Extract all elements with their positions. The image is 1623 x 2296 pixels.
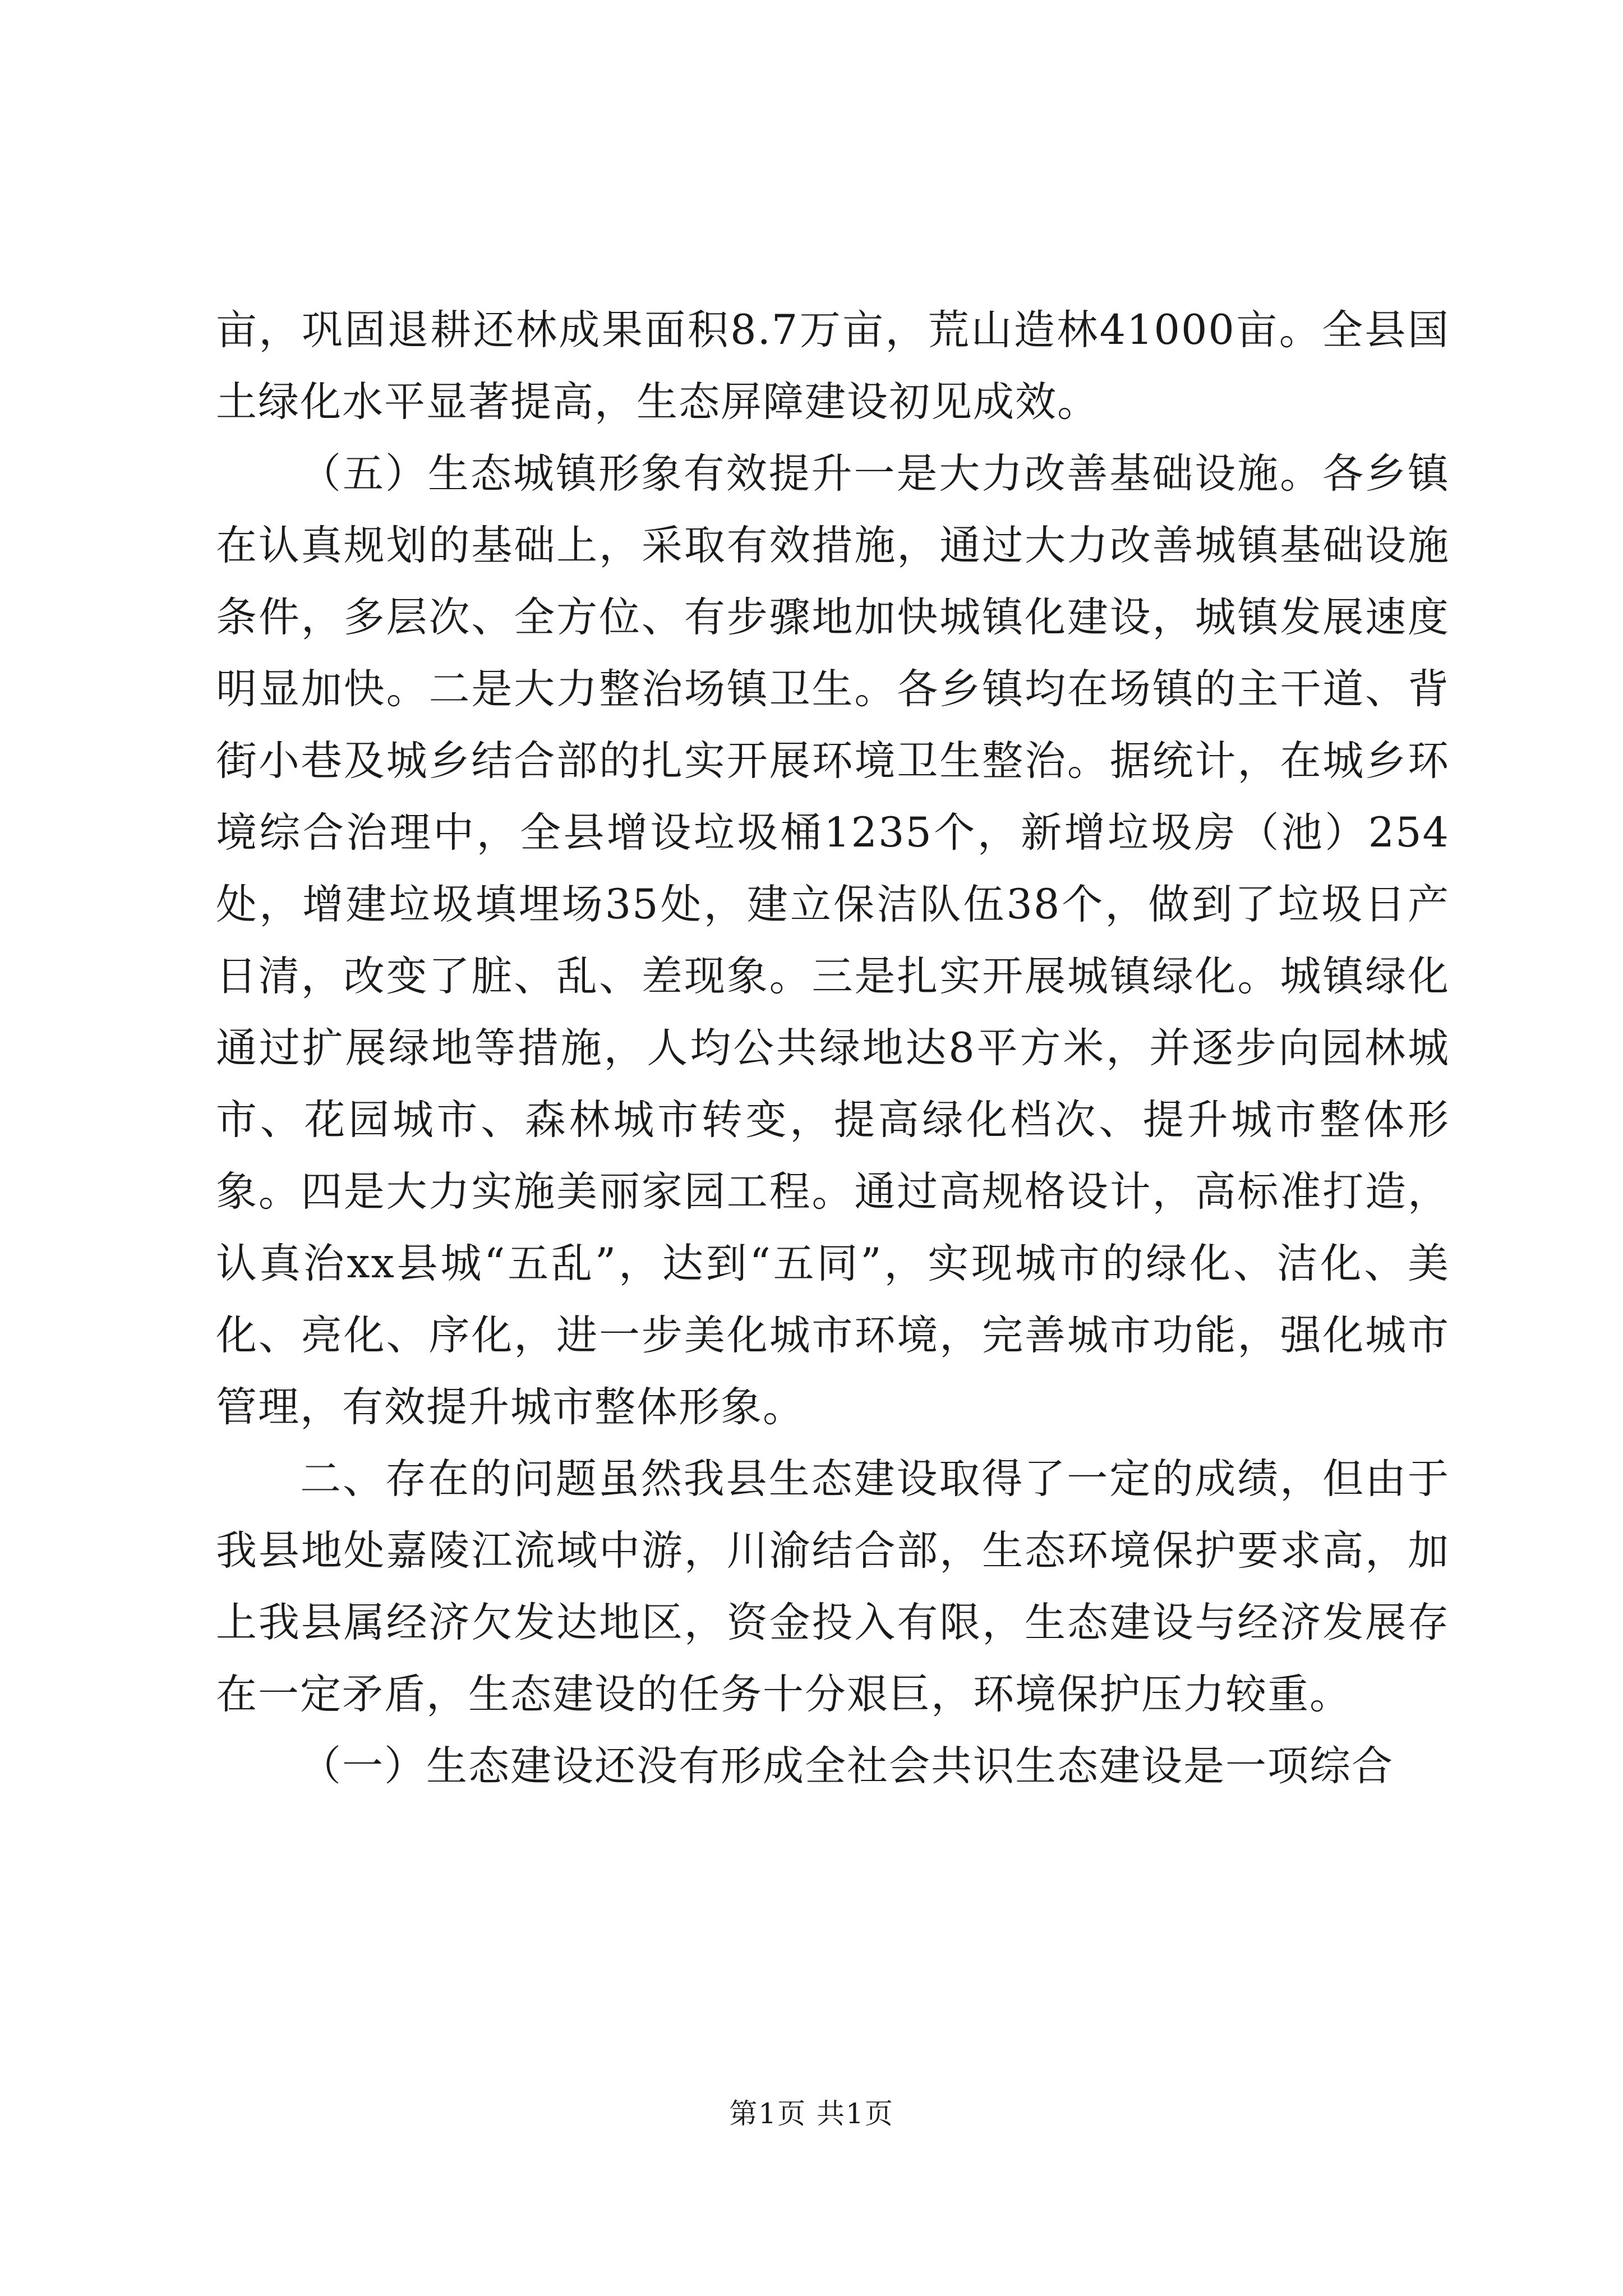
paragraph-3: 二、存在的问题虽然我县生态建设取得了一定的成绩，但由于我县地处嘉陵江流域中游，川渝结合部，生态环境保护要求高，加上我县属经济欠发达地区，资金投入有限，生态建设与经济发展存在一定矛盾，生态建设的任务十分艰巨，环境保护压力较重。 — [216, 1455, 1450, 1718]
paragraph-1: 亩，巩固退耕还林成果面积8.7万亩，荒山造林41000亩。全县国土绿化水平显著提高，生态屏障建设初见成效。 — [216, 306, 1450, 426]
page-number-footer: 第1页 共1页 — [729, 2097, 894, 2130]
paragraph-2: （五）生态城镇形象有效提升一是大力改善基础设施。各乡镇在认真规划的基础上，采取有效措施，通过大力改善城镇基础设施条件，多层次、全方位、有步骤地加快城镇化建设，城镇发展速度明显加快。二是大力整治场镇卫生。各乡镇均在场镇的主干道、背街小巷及城乡结合部的扎实开展环境卫生整治。据统计，在城乡环境综合治理中，全县增设垃圾桶1235个，新增垃圾房（池）254处，增建垃圾填埋场35处，建立保洁队伍38个，做到了垃圾日产日清，改变了脏、乱、差现象。三是扎实开展城镇绿化。城镇绿化通过扩展绿地等措施，人均公共绿地达8平方米，并逐步向园林城市、花园城市、森林城市转变，提高绿化档次、提升城市整体形象。四是大力实施美丽家园工程。通过高规格设计，高标准打造，认真治xx县城“五乱”，达到“五同”，实现城市的绿化、洁化、美化、亮化、序化，进一步美化城市环境，完善城市功能，强化城市管理，有效提升城市整体形象。 — [216, 450, 1450, 1431]
paragraph-4: （一）生态建设还没有形成全社会共识生态建设是一项综合 — [300, 1742, 1394, 1790]
document-body — [216, 295, 1450, 1802]
